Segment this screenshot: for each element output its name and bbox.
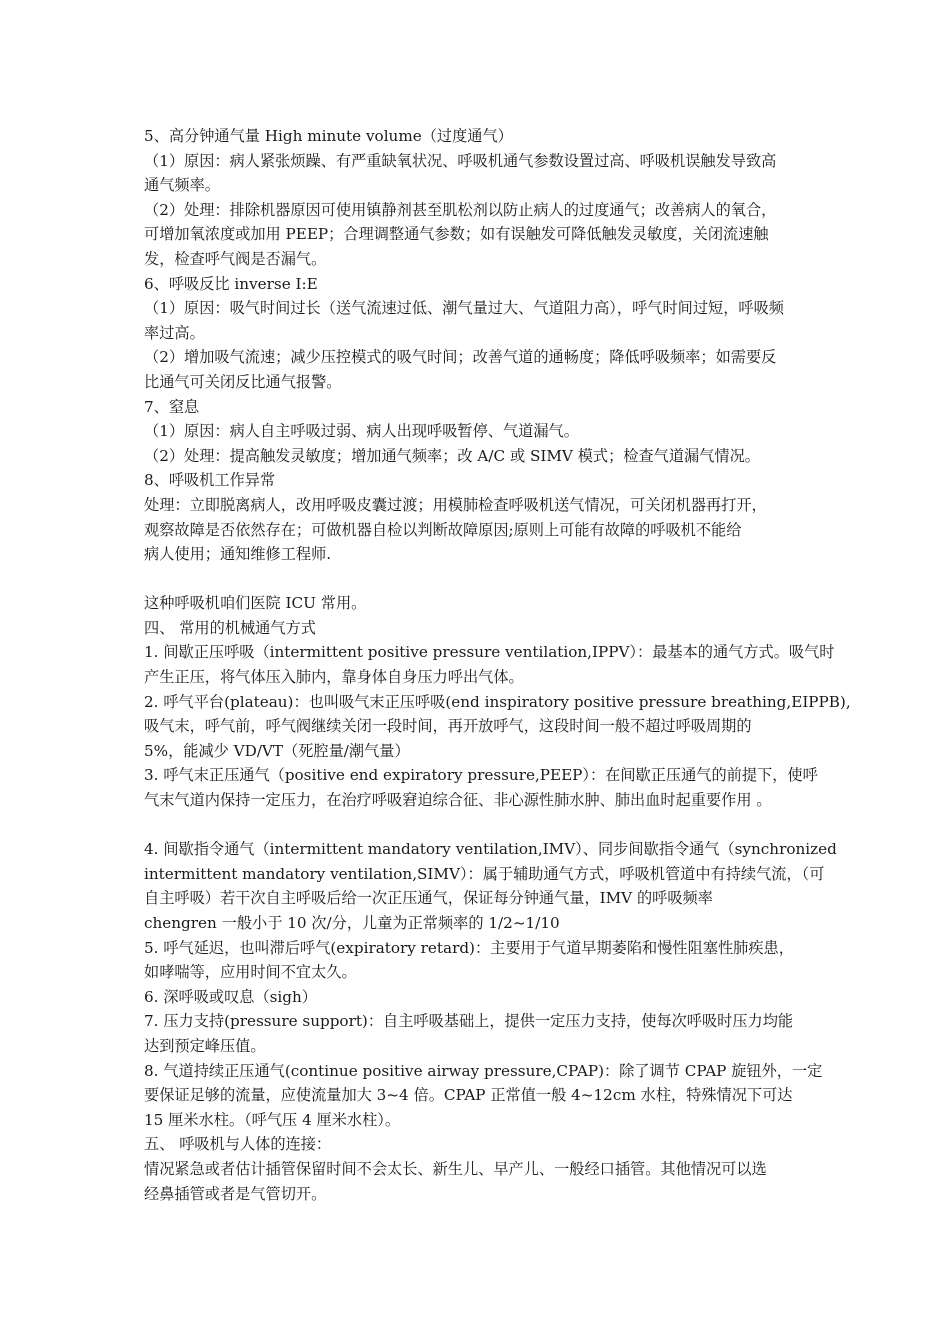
text-line: 率过高。 <box>144 323 205 342</box>
text-line: 观察故障是否依然存在；可做机器自检以判断故障原因;原则上可能有故障的呼吸机不能给 <box>144 520 742 539</box>
text-line: 吸气末，呼气前，呼气阀继续关闭一段时间，再开放呼气，这段时间一般不超过呼吸周期的 <box>144 717 752 736</box>
text-line: 这种呼吸机咱们医院 ICU 常用。 <box>144 594 367 613</box>
text-line: 情况紧急或者估计插管保留时间不会太长、新生儿、早产儿、一般经口插管。其他情况可以选 <box>144 1159 767 1178</box>
section-heading-connection: 五、 呼吸机与人体的连接： <box>144 1135 332 1154</box>
text-line: 可增加氧浓度或加用 PEEP；合理调整通气参数；如有误触发可降低触发灵敏度，关闭流速触 <box>144 225 769 244</box>
text-line: 要保证足够的流量，应使流量加大 3~4 倍。CPAP 正常值一般 4~12cm 水柱，特殊情况下可达 <box>144 1086 793 1105</box>
document-body <box>144 124 851 1206</box>
text-line: 3. 呼气末正压通气（positive end expiratory pressure,PEEP）：在间歇正压通气的前提下，使呼 <box>144 766 818 785</box>
text-line: 病人使用；通知维修工程师. <box>144 545 332 564</box>
text-line: （1）原因：吸气时间过长（送气流速过低、潮气量过大、气道阻力高），呼气时间过短，呼吸频 <box>144 299 784 318</box>
text-line: 1. 间歇正压呼吸（intermittent positive pressure ventilation,IPPV）：最基本的通气方式。吸气时 <box>144 643 835 662</box>
text-line: 发，检查呼气阀是否漏气。 <box>144 249 327 268</box>
text-line: （1）原因：病人自主呼吸过弱、病人出现呼吸暂停、气道漏气。 <box>144 422 579 441</box>
text-line: 5%，能减少 VD/VT（死腔量/潮气量） <box>144 741 410 760</box>
text-line: 7. 压力支持(pressure support)：自主呼吸基础上，提供一定压力支持，使每次呼吸时压力均能 <box>144 1012 794 1031</box>
text-line: 5. 呼气延迟，也叫滞后呼气(expiratory retard)：主要用于气道早期萎陷和慢性阻塞性肺疾患， <box>144 938 794 957</box>
text-line: 15 厘米水柱。（呼气压 4 厘米水柱）。 <box>144 1110 401 1129</box>
text-line: （2）增加吸气流速；减少压控模式的吸气时间；改善气道的通畅度；降低呼吸频率；如需要反 <box>144 348 777 367</box>
text-line: 气末气道内保持一定压力，在治疗呼吸窘迫综合征、非心源性肺水肿、肺出血时起重要作用 。 <box>144 791 772 810</box>
text-line: 通气频率。 <box>144 176 220 195</box>
text-line: chengren 一般小于 10 次/分，儿童为正常频率的 1/2~1/10 <box>144 914 560 932</box>
section-heading-ventilation-modes: 四、 常用的机械通气方式 <box>144 618 316 637</box>
text-line: 4. 间歇指令通气（intermittent mandatory ventilation,IMV）、同步间歇指令通气（synchronized <box>144 840 837 859</box>
text-line: 如哮喘等，应用时间不宜太久。 <box>144 963 357 982</box>
text-line: （2）处理：提高触发灵敏度；增加通气频率；改 A/C 或 SIMV 模式；检查气道漏气情况。 <box>144 446 760 465</box>
text-line: 产生正压，将气体压入肺内，靠身体自身压力呼出气体。 <box>144 668 524 687</box>
blank-line <box>144 567 812 592</box>
text-line: 8. 气道持续正压通气(continue positive airway pressure,CPAP)：除了调节 CPAP 旋钮外，一定 <box>144 1061 823 1080</box>
text-line: 6. 深呼吸或叹息（sigh） <box>144 987 317 1006</box>
text-line: 经鼻插管或者是气管切开。 <box>144 1184 327 1203</box>
section-heading-apnea: 7、窒息 <box>144 397 200 416</box>
text-line: （1）原因：病人紧张烦躁、有严重缺氧状况、呼吸机通气参数设置过高、呼吸机误触发导致高 <box>144 151 777 170</box>
section-heading-ventilator-malfunction: 8、呼吸机工作异常 <box>144 471 276 490</box>
blank-line <box>144 813 812 838</box>
section-heading-inverse-ie: 6、呼吸反比 inverse I:E <box>144 274 318 293</box>
text-line: （2）处理：排除机器原因可使用镇静剂甚至肌松剂以防止病人的过度通气；改善病人的氧合， <box>144 200 777 219</box>
text-line: 自主呼吸）若干次自主呼吸后给一次正压通气，保证每分钟通气量，IMV 的呼吸频率 <box>144 889 713 908</box>
text-line: 达到预定峰压值。 <box>144 1036 266 1055</box>
text-line: 处理：立即脱离病人，改用呼吸皮囊过渡；用模肺检查呼吸机送气情况，可关闭机器再打开， <box>144 495 767 514</box>
text-line: 2. 呼气平台(plateau)：也叫吸气末正压呼吸(end inspiratory positive pressure breathing,EIPPB), <box>144 692 851 711</box>
text-line: 比通气可关闭反比通气报警。 <box>144 372 342 391</box>
text-line: intermittent mandatory ventilation,SIMV）：属于辅助通气方式，呼吸机管道中有持续气流，（可 <box>144 864 825 883</box>
section-heading-high-minute-volume: 5、高分钟通气量 High minute volume（过度通气） <box>144 127 513 145</box>
